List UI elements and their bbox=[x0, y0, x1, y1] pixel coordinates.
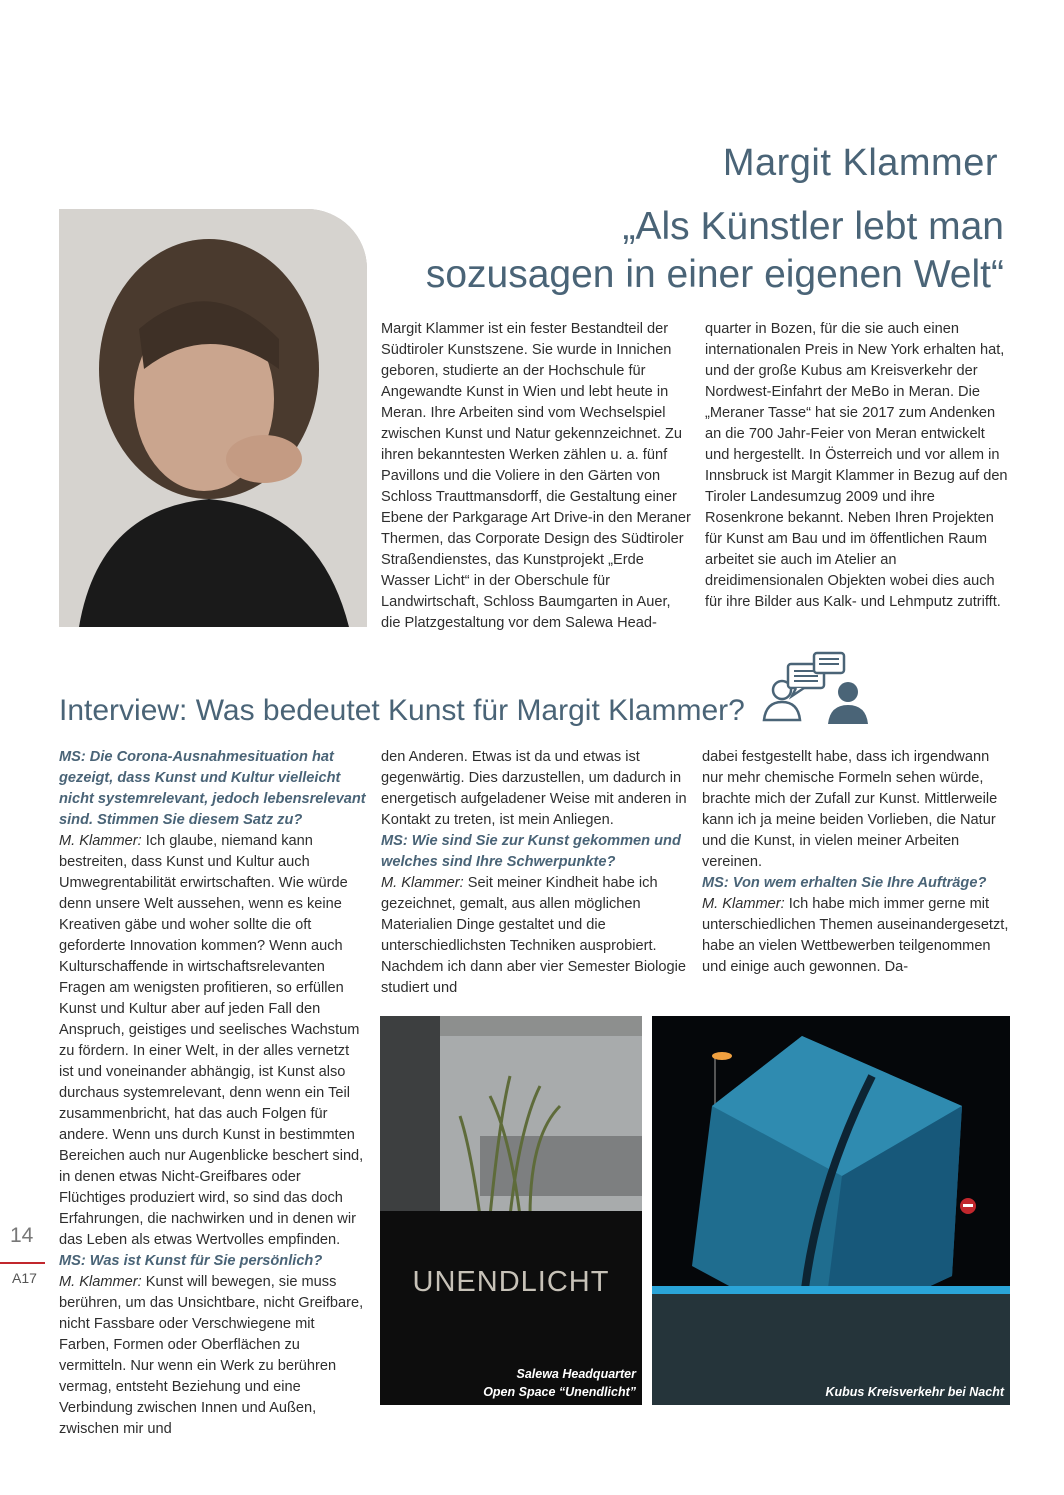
chat-people-icon bbox=[758, 650, 870, 728]
bio-column-2 bbox=[705, 319, 1010, 613]
interview-question: MS: Die Corona-Ausnahmesituation hat gezeigt, dass Kunst und Kultur vielleicht nicht systemrelevant, jedoch lebensrelevant sind. Stimmen Sie diesem Satz zu? bbox=[59, 749, 366, 828]
unendlicht-sign-text: UNENDLICHT bbox=[412, 1266, 610, 1298]
page-accent-line bbox=[0, 1262, 45, 1264]
interview-answer: Ich habe mich immer gerne mit unterschiedlichen Themen auseinandergesetzt, habe an vielen Wettbewerben teilgenommen und einige auch gewonnen. Da- bbox=[702, 896, 1009, 975]
speaker-label: M. Klammer: bbox=[59, 1274, 142, 1290]
page-code: A17 bbox=[12, 1270, 37, 1286]
photo1-caption-line-1: Salewa Headquarter bbox=[516, 1367, 636, 1381]
speaker-label: M. Klammer: bbox=[702, 896, 785, 912]
speaker-label: M. Klammer: bbox=[59, 833, 142, 849]
interview-answer: dabei festgestellt habe, dass ich irgendwann nur mehr chemische Formeln sehen würde, brachte mich der Zufall zur Kunst. Mittlerweile kann ich ja meine beiden Vorlieben, die Natur und die Kunst, in vielen meiner Arbeiten vereinen. bbox=[702, 749, 998, 870]
interview-column-1 bbox=[59, 747, 367, 1440]
article-quote-line-2: sozusagen in einer eigenen Welt“ bbox=[425, 253, 1004, 296]
photo1-caption-line-2: Open Space “Unendlicht” bbox=[483, 1385, 636, 1399]
portrait-photo bbox=[59, 209, 367, 627]
article-name-heading: Margit Klammer bbox=[722, 142, 998, 184]
bio-column-1 bbox=[381, 319, 691, 634]
bio-text-1: Margit Klammer ist ein fester Bestandteil der Südtiroler Kunstszene. Sie wurde in Innichen geboren, studierte an der Hochschule für Angewandte Kunst in Wien und lebt heute in Meran. Ihre Arbeiten sind vom Wechselspiel zwischen Kunst und Natur gekennzeichnet. Zu ihren bekanntesten Werken zählen u. a. fünf Pavillons und die Voliere in den Gärten von Schloss Trauttmansdorff, die Gestaltung einer Ebene der Parkgarage Art Drive-in den Meraner Thermen, das Corporate Design des Südtiroler Straßendienstes, das Kunstprojekt „Erde Wasser Licht“ in der Oberschule für Landwirtschaft, Schloss Baumgarten in Auer, die Platzgestaltung vor dem Salewa Head- bbox=[381, 321, 691, 631]
interview-answer: den Anderen. Etwas ist da und etwas ist gegenwärtig. Dies darzustellen, um dadurch in energetisch aufgeladener Weise mit anderen in Kontakt zu treten, ist mein Anliegen. bbox=[381, 749, 687, 828]
interview-title: Interview: Was bedeutet Kunst für Margit Klammer? bbox=[59, 694, 745, 727]
page-number: 14 bbox=[10, 1224, 34, 1247]
interview-column-2 bbox=[381, 747, 691, 999]
photo-salewa-unendlicht bbox=[380, 1016, 642, 1405]
photo-kubus-night bbox=[652, 1016, 1010, 1405]
interview-question: MS: Von wem erhalten Sie Ihre Aufträge? bbox=[702, 875, 987, 891]
interview-answer: Seit meiner Kindheit habe ich gezeichnet, gemalt, aus allen möglichen Materialien Dinge gestaltet und die unterschiedlichsten Techniken ausprobiert. Nachdem ich dann aber vier Semester Biologie studiert und bbox=[381, 875, 687, 996]
interview-answer: Ich glaube, niemand kann bestreiten, dass Kunst und Kultur auch Umwegrentabilität erwirtschaften. Wie würde denn unsere Welt aussehen, wenn es keine Kreativen gäbe und woher sollte die oft geforderte Innovation kommen? Wenn auch Kulturschaffende in wirtschaftsrelevanten Fragen am wenigsten profitieren, so erfüllen Kunst und Kultur aber auf jeden Fall den Anspruch, geistiges und seelisches Wachstum zu fördern. In einer Welt, in der alles vernetzt ist und voneinander abhängig, ist Kunst also durchaus systemrelevant, denn wenn ein Teil zusammenbricht, hat das auch Folgen für andere. Wenn uns durch Kunst in bestimmten Bereichen auch nur Augenblicke beschert sind, in denen etwas Nicht-Greifbares oder Flüchtiges produziert wird, so sind das doch Erfahrungen, die nachwirken und in denen wir das Leben als etwas Wertvolles empfinden. bbox=[59, 833, 364, 1248]
interview-question: MS: Wie sind Sie zur Kunst gekommen und welches sind Ihre Schwerpunkte? bbox=[381, 833, 681, 870]
photo2-caption: Kubus Kreisverkehr bei Nacht bbox=[825, 1385, 1004, 1399]
interview-question: MS: Was ist Kunst für Sie persönlich? bbox=[59, 1253, 323, 1269]
interview-column-3 bbox=[702, 747, 1010, 978]
speaker-label: M. Klammer: bbox=[381, 875, 464, 891]
interview-answer: Kunst will bewegen, sie muss berühren, um das Unsichtbare, nicht Greifbare, nicht Fassbare oder Verschwiegene mit Farben, Formen oder Oberflächen zu vermitteln. Nur wenn ein Werk zu berühren vermag, entsteht Beziehung und eine Verbindung zwischen Innen und Außen, zwischen mir und bbox=[59, 1274, 364, 1437]
article-quote-line-1: „Als Künstler lebt man bbox=[622, 205, 1004, 248]
bio-text-2: quarter in Bozen, für die sie auch einen internationalen Preis in New York erhalten hat, und der große Kubus am Kreisverkehr der Nordwest-Einfahrt der MeBo in Meran. Die „Meraner Tasse“ hat sie 2017 zum Andenken an die 700 Jahr-Feier von Meran entwickelt und hergestellt. In Österreich und vor allem in Innsbruck ist Margit Klammer in Bezug auf den Tiroler Landesumzug 2009 und ihre Rosenkrone bekannt. Neben Ihren Projekten für Kunst am Bau und im öffentlichen Raum arbeitet sie auch im Atelier an dreidimensionalen Objekten wobei dies auch für ihre Bilder aus Kalk- und Lehmputz zutrifft. bbox=[705, 321, 1008, 610]
